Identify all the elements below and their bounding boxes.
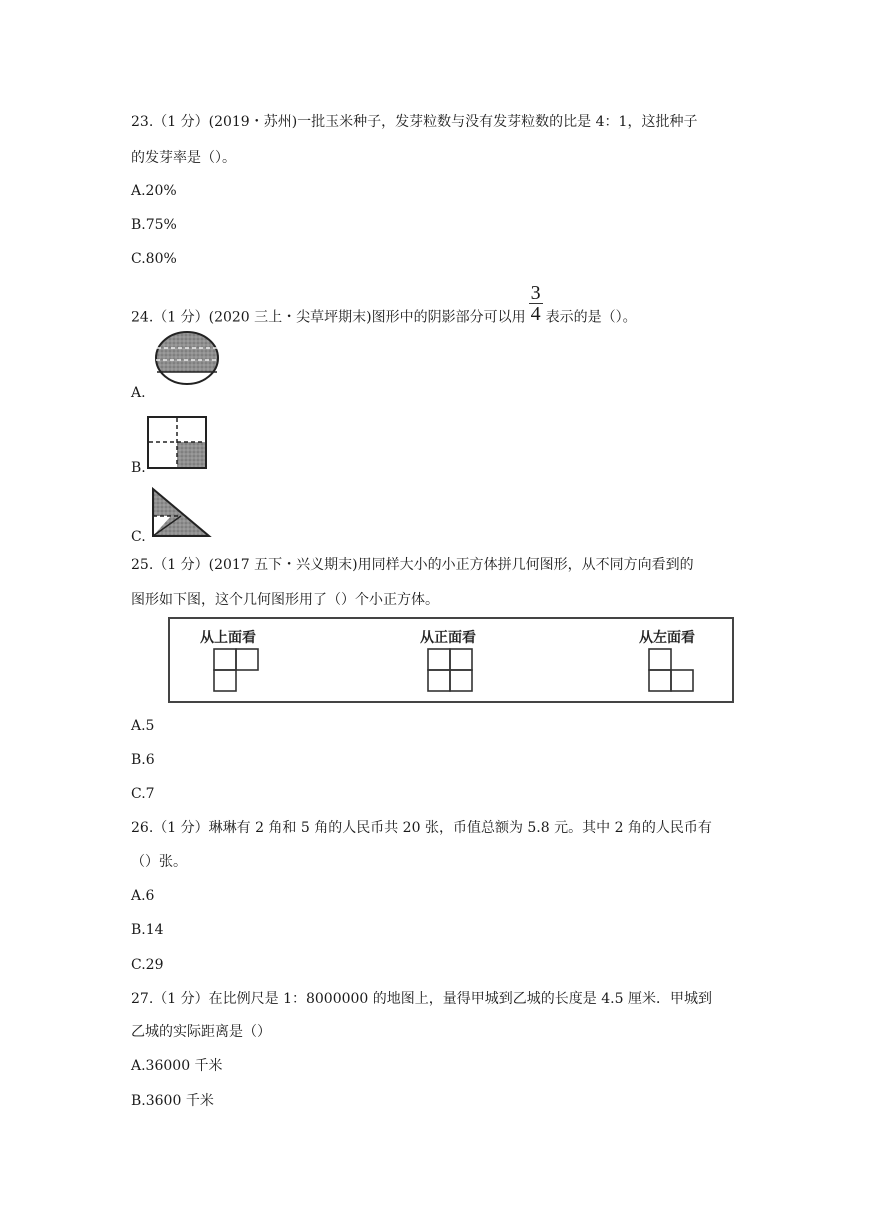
q27-option-b[interactable]: B.3600 千米 [131,1093,214,1109]
q25-top-view-grid [212,647,262,695]
q24-figure-b-square[interactable] [145,415,209,471]
q24-option-c[interactable]: C. [131,529,146,545]
q23-option-b[interactable]: B.75% [131,217,177,233]
q23-option-a[interactable]: A.20% [131,183,177,199]
q26-option-b[interactable]: B.14 [131,922,164,938]
q24-figure-c-triangle[interactable] [149,486,213,540]
q26-line2: （）张。 [131,854,187,870]
q25-option-a[interactable]: A.5 [131,718,155,734]
q24-prefix: 24.（1 分）(2020 三上・尖草坪期末)图形中的阴影部分可以用 [131,309,526,326]
q24-suffix: 表示的是（）。 [545,309,637,326]
q25-line1: 25.（1 分）(2017 五下・兴义期末)用同样大小的小正方体拼几何图形，从不同方向看到的 [131,557,694,573]
q24-option-b[interactable]: B. [131,460,146,476]
q27-line1: 27.（1 分）在比例尺是 1：8000000 的地图上，量得甲城到乙城的长度是 4.5 厘米．甲城到 [131,991,712,1007]
q24-figure-a-circle[interactable] [153,330,223,388]
q25-views-figure [168,617,734,703]
q24-fraction-denominator: 4 [530,303,541,325]
q23-option-c[interactable]: C.80% [131,251,177,267]
q26-option-a[interactable]: A.6 [131,888,155,904]
q25-front-view-grid [426,647,476,695]
q25-line2: 图形如下图，这个几何图形用了（）个小正方体。 [131,592,439,608]
q26-line1: 26.（1 分）琳琳有 2 角和 5 角的人民币共 20 张，币值总额为 5.8 元。其中 2 角的人民币有 [131,820,712,836]
q24-option-a[interactable]: A. [131,385,146,401]
q24-fraction-numerator: 3 [530,282,541,304]
q25-view-label-front: 从正面看 [420,630,476,646]
q25-left-view-grid [647,647,697,695]
q23-line2: 的发芽率是（）。 [131,150,236,166]
q25-view-label-top: 从上面看 [200,630,256,646]
q27-line2: 乙城的实际距离是（） [131,1024,271,1040]
q25-view-label-left: 从左面看 [639,630,695,646]
q27-option-a[interactable]: A.36000 千米 [131,1058,223,1074]
q23-line1: 23.（1 分）(2019・苏州)一批玉米种子，发芽粒数与没有发芽粒数的比是 4：1，这批种子 [131,114,698,130]
q25-option-c[interactable]: C.7 [131,786,155,802]
q25-option-b[interactable]: B.6 [131,752,155,768]
q26-option-c[interactable]: C.29 [131,957,164,973]
q24-fraction [529,284,543,323]
